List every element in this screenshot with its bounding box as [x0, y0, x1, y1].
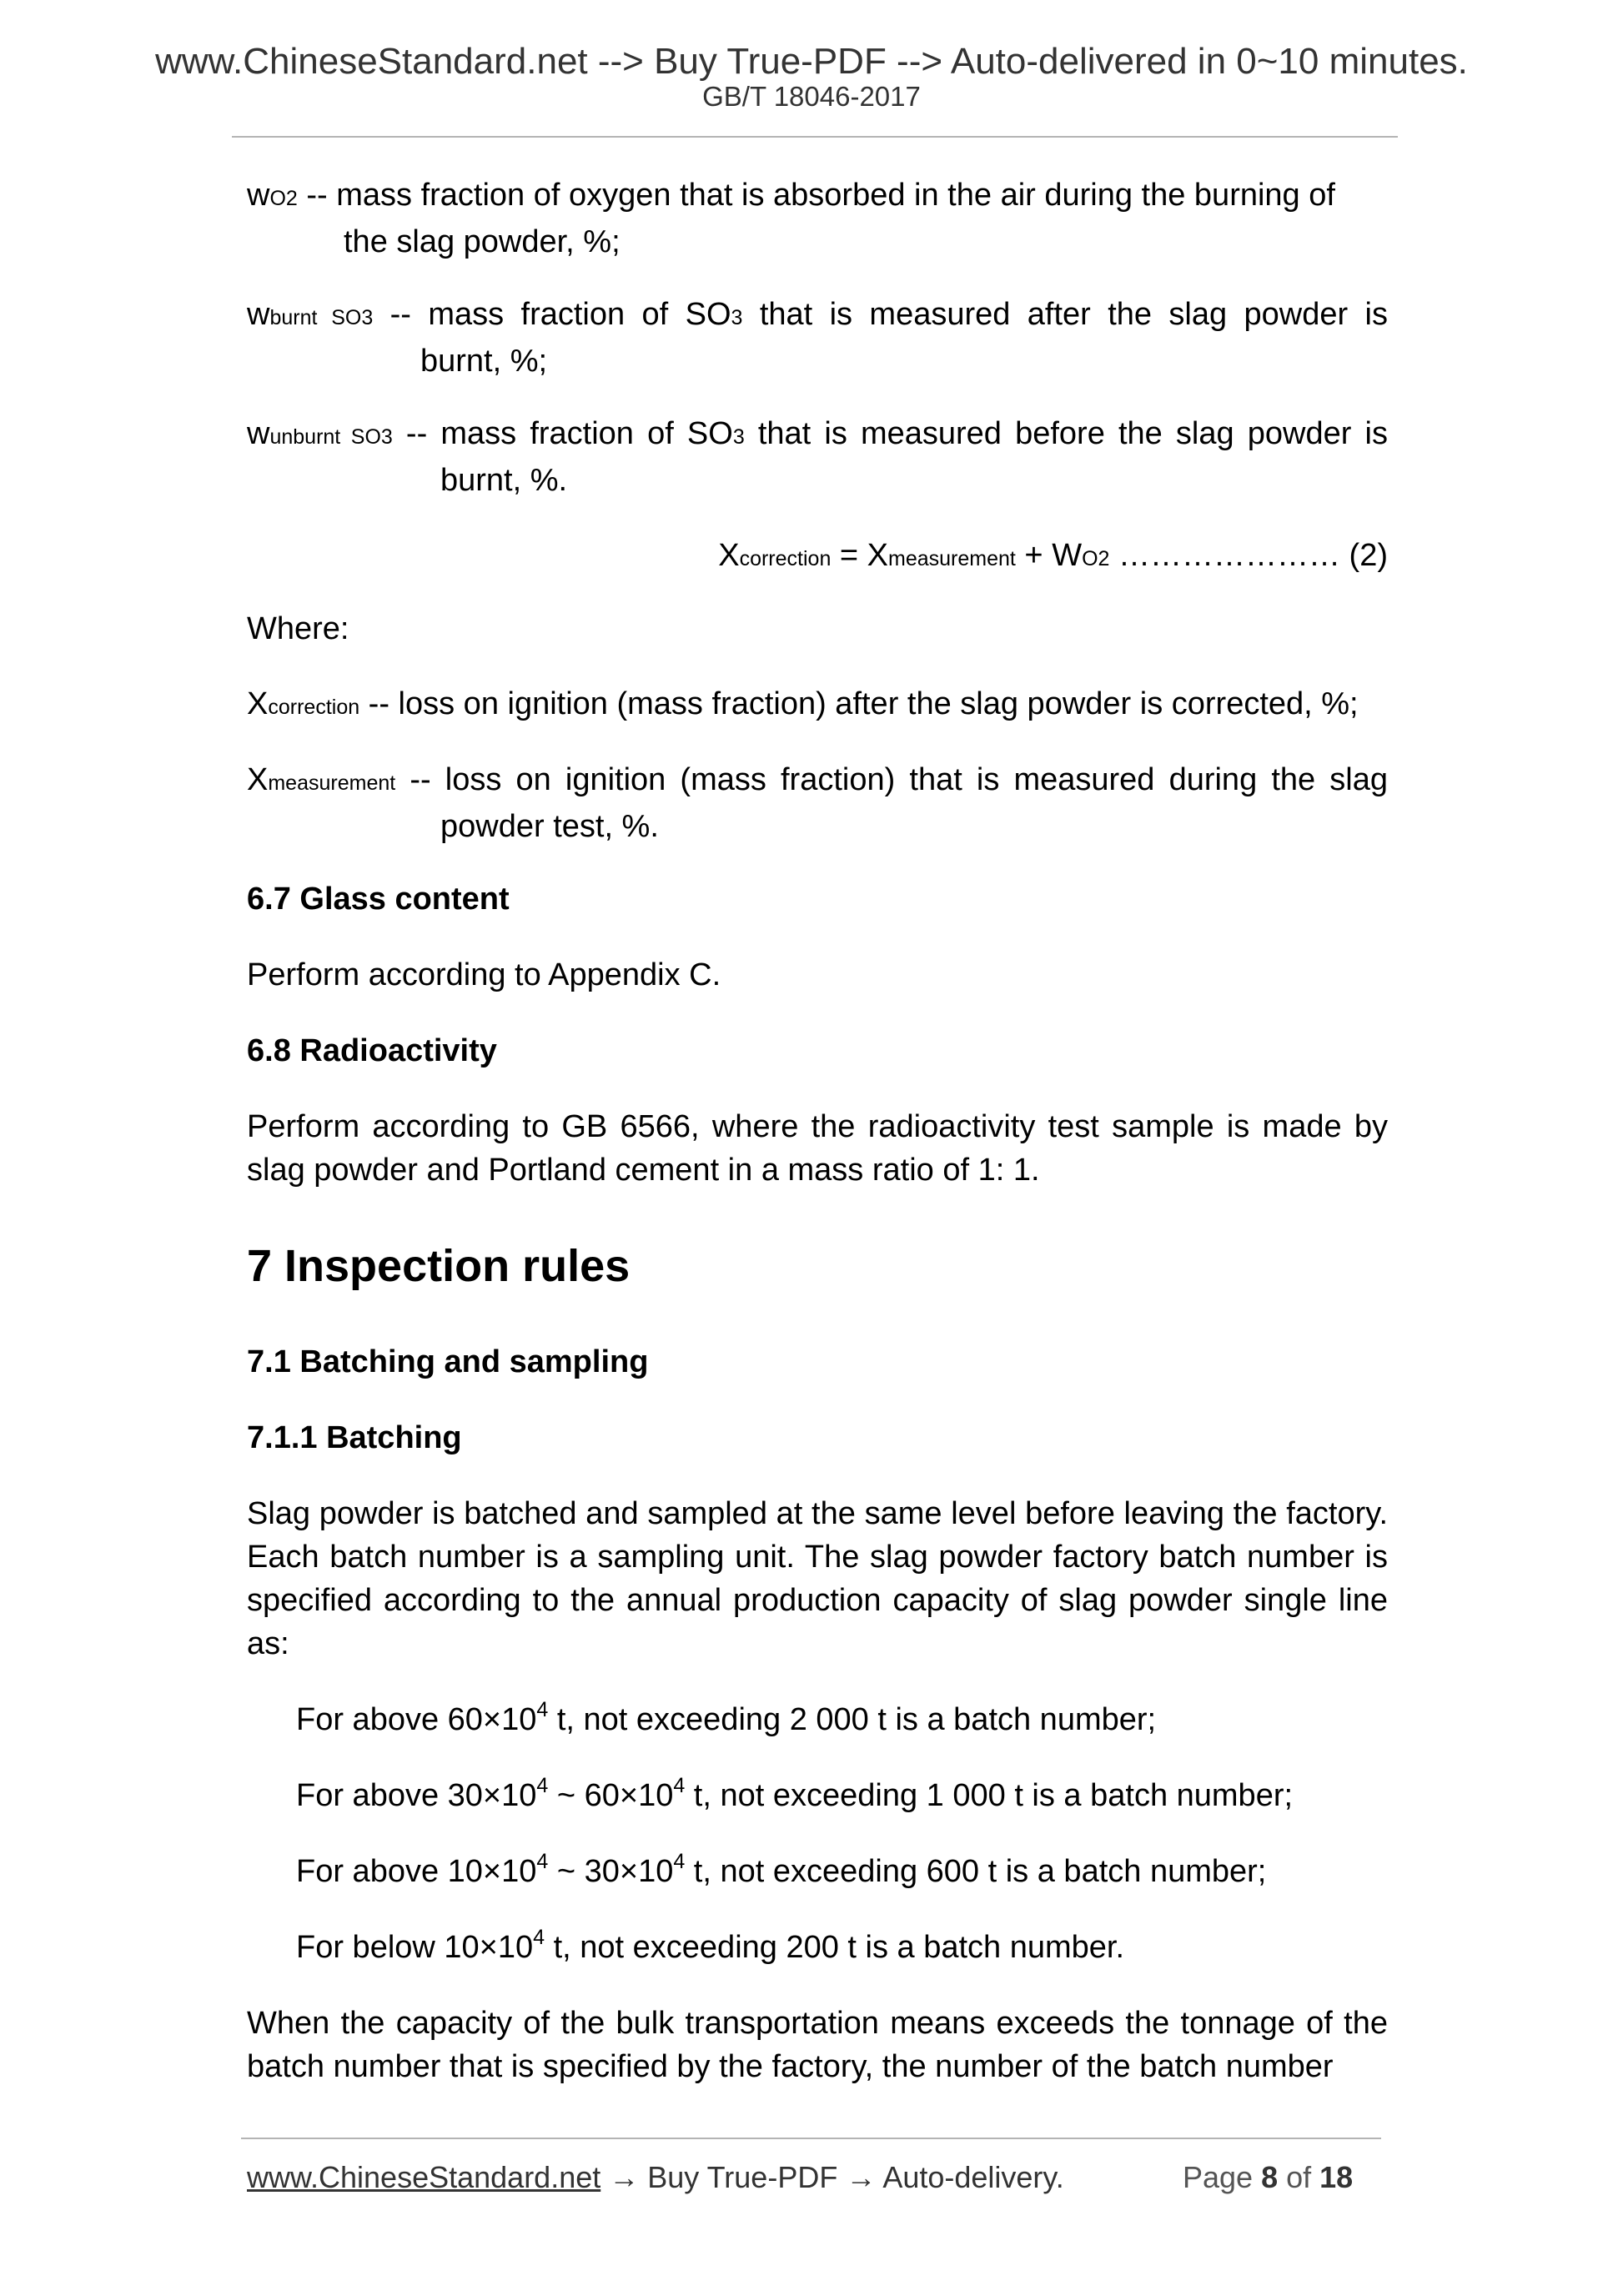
- where-label: Where:: [247, 611, 349, 646]
- symbol: X: [247, 762, 269, 797]
- symbol: w: [247, 297, 270, 332]
- symbol: X: [247, 686, 269, 721]
- list-item: For above $30\times 10^4$ ~ $60\times 10^4$ t, not exceeding 1 000 t is a batch number;: [296, 1773, 1294, 1813]
- page-indicator: Page 8 of 18: [1183, 2160, 1354, 2194]
- formula-2: [247, 534, 1388, 577]
- formula-term2-subscript: O2: [1082, 547, 1110, 570]
- definition-text-tail: that is measured before the slag powder is: [744, 416, 1388, 451]
- header-divider: [232, 136, 1398, 138]
- formula-term2: W: [1052, 538, 1083, 573]
- definition-text-continued: burnt, %;: [420, 344, 548, 379]
- page-number: 8: [1261, 2160, 1279, 2194]
- symbol-subscript: burnt SO3: [269, 306, 374, 329]
- definition-x-correction: [247, 682, 1388, 729]
- total-pages: 18: [1319, 2160, 1354, 2194]
- formula-lhs-subscript: correction: [739, 547, 832, 570]
- definition-w-burnt-so3: [247, 293, 1388, 383]
- definition-wo2: [247, 173, 1388, 264]
- definition-text: -- mass fraction of oxygen that is absorbed in the air during the burning of: [297, 178, 1335, 213]
- definition-w-unburnt-so3: [247, 412, 1388, 502]
- symbol-subscript: measurement: [268, 771, 396, 795]
- heading-6-8: 6.8 Radioactivity: [247, 1033, 497, 1068]
- formula-lhs: X: [718, 538, 740, 573]
- definition-text: -- mass fraction of SO: [373, 297, 731, 332]
- paragraph-bulk-transport: When the capacity of the bulk transportation means exceeds the tonnage of the batch number that is specified by the factory, the number of the batch number: [247, 2006, 1388, 2084]
- formula-dots: …………………: [1109, 538, 1349, 573]
- formula-equals: =: [831, 538, 867, 573]
- paragraph-6-7: Perform according to Appendix C.: [247, 957, 721, 992]
- symbol: w: [247, 416, 270, 451]
- definition-text-continued: burnt, %.: [440, 463, 568, 498]
- heading-6-7: 6.7 Glass content: [247, 882, 510, 917]
- formula-plus: +: [1015, 538, 1053, 573]
- exponent: 4: [536, 1773, 549, 1797]
- footer-site-link[interactable]: www.ChineseStandard.net: [247, 2160, 601, 2194]
- symbol-subscript: correction: [268, 696, 360, 719]
- definition-text: -- loss on ignition (mass fraction) after the slag powder is corrected, %;: [359, 686, 1359, 721]
- definition-text: -- mass fraction of SO: [392, 416, 733, 451]
- heading-7-1-1: 7.1.1 Batching: [247, 1420, 462, 1455]
- list-item: For above $10\times 10^4$ ~ $30\times 10^4$ t, not exceeding 600 t is a batch number;: [296, 1849, 1267, 1889]
- symbol: w: [247, 178, 270, 213]
- exponent: 4: [536, 1849, 549, 1873]
- definition-text-tail: that is measured after the slag powder is: [742, 297, 1389, 332]
- formula-number: (2): [1349, 538, 1388, 573]
- symbol-subscript: O2: [269, 187, 298, 210]
- paragraph-6-8: Perform according to GB 6566, where the radioactivity test sample is made by slag powder and Portland cement in a mass ratio of 1: 1.: [247, 1109, 1388, 1188]
- exponent: 4: [673, 1849, 686, 1873]
- paragraph-7-1-1: Slag powder is batched and sampled at the same level before leaving the factory. Each batch number is a sampling unit. The slag powder factory batch number is specified according to the annual production capacity of slag powder single line as:: [247, 1496, 1388, 1661]
- definition-text-continued: the slag powder, %;: [344, 224, 621, 259]
- list-item: For above $60\times 10^4$ t, not exceeding 2 000 t is a batch number;: [296, 1697, 1157, 1737]
- heading-7: 7 Inspection rules: [247, 1241, 631, 1291]
- symbol-subscript: unburnt SO3: [269, 425, 393, 449]
- definition-text: -- loss on ignition (mass fraction) that is measured during the slag: [395, 762, 1388, 797]
- formula-term1: X: [867, 538, 889, 573]
- footer-promo-text: → Buy True-PDF → Auto-delivery.: [600, 2160, 1064, 2194]
- footer-promo: [247, 2160, 1064, 2195]
- footer-divider: [241, 2138, 1381, 2139]
- definition-text-continued: powder test, %.: [440, 809, 659, 844]
- definition-x-measurement: [247, 758, 1388, 848]
- exponent: 4: [536, 1697, 549, 1721]
- standard-code: GB/T 18046-2017: [702, 81, 921, 112]
- site-banner: www.ChineseStandard.net --> Buy True-PDF --> Auto-delivered in 0~10 minutes.: [155, 41, 1468, 82]
- exponent: 4: [533, 1925, 545, 1949]
- chemical-subscript: 3: [732, 425, 745, 449]
- list-item: For below $10\times 10^4$ t, not exceeding 200 t is a batch number.: [296, 1925, 1125, 1965]
- chemical-subscript: 3: [731, 306, 743, 329]
- formula-term1-subscript: measurement: [888, 547, 1016, 570]
- heading-7-1: 7.1 Batching and sampling: [247, 1344, 649, 1379]
- exponent: 4: [673, 1773, 686, 1797]
